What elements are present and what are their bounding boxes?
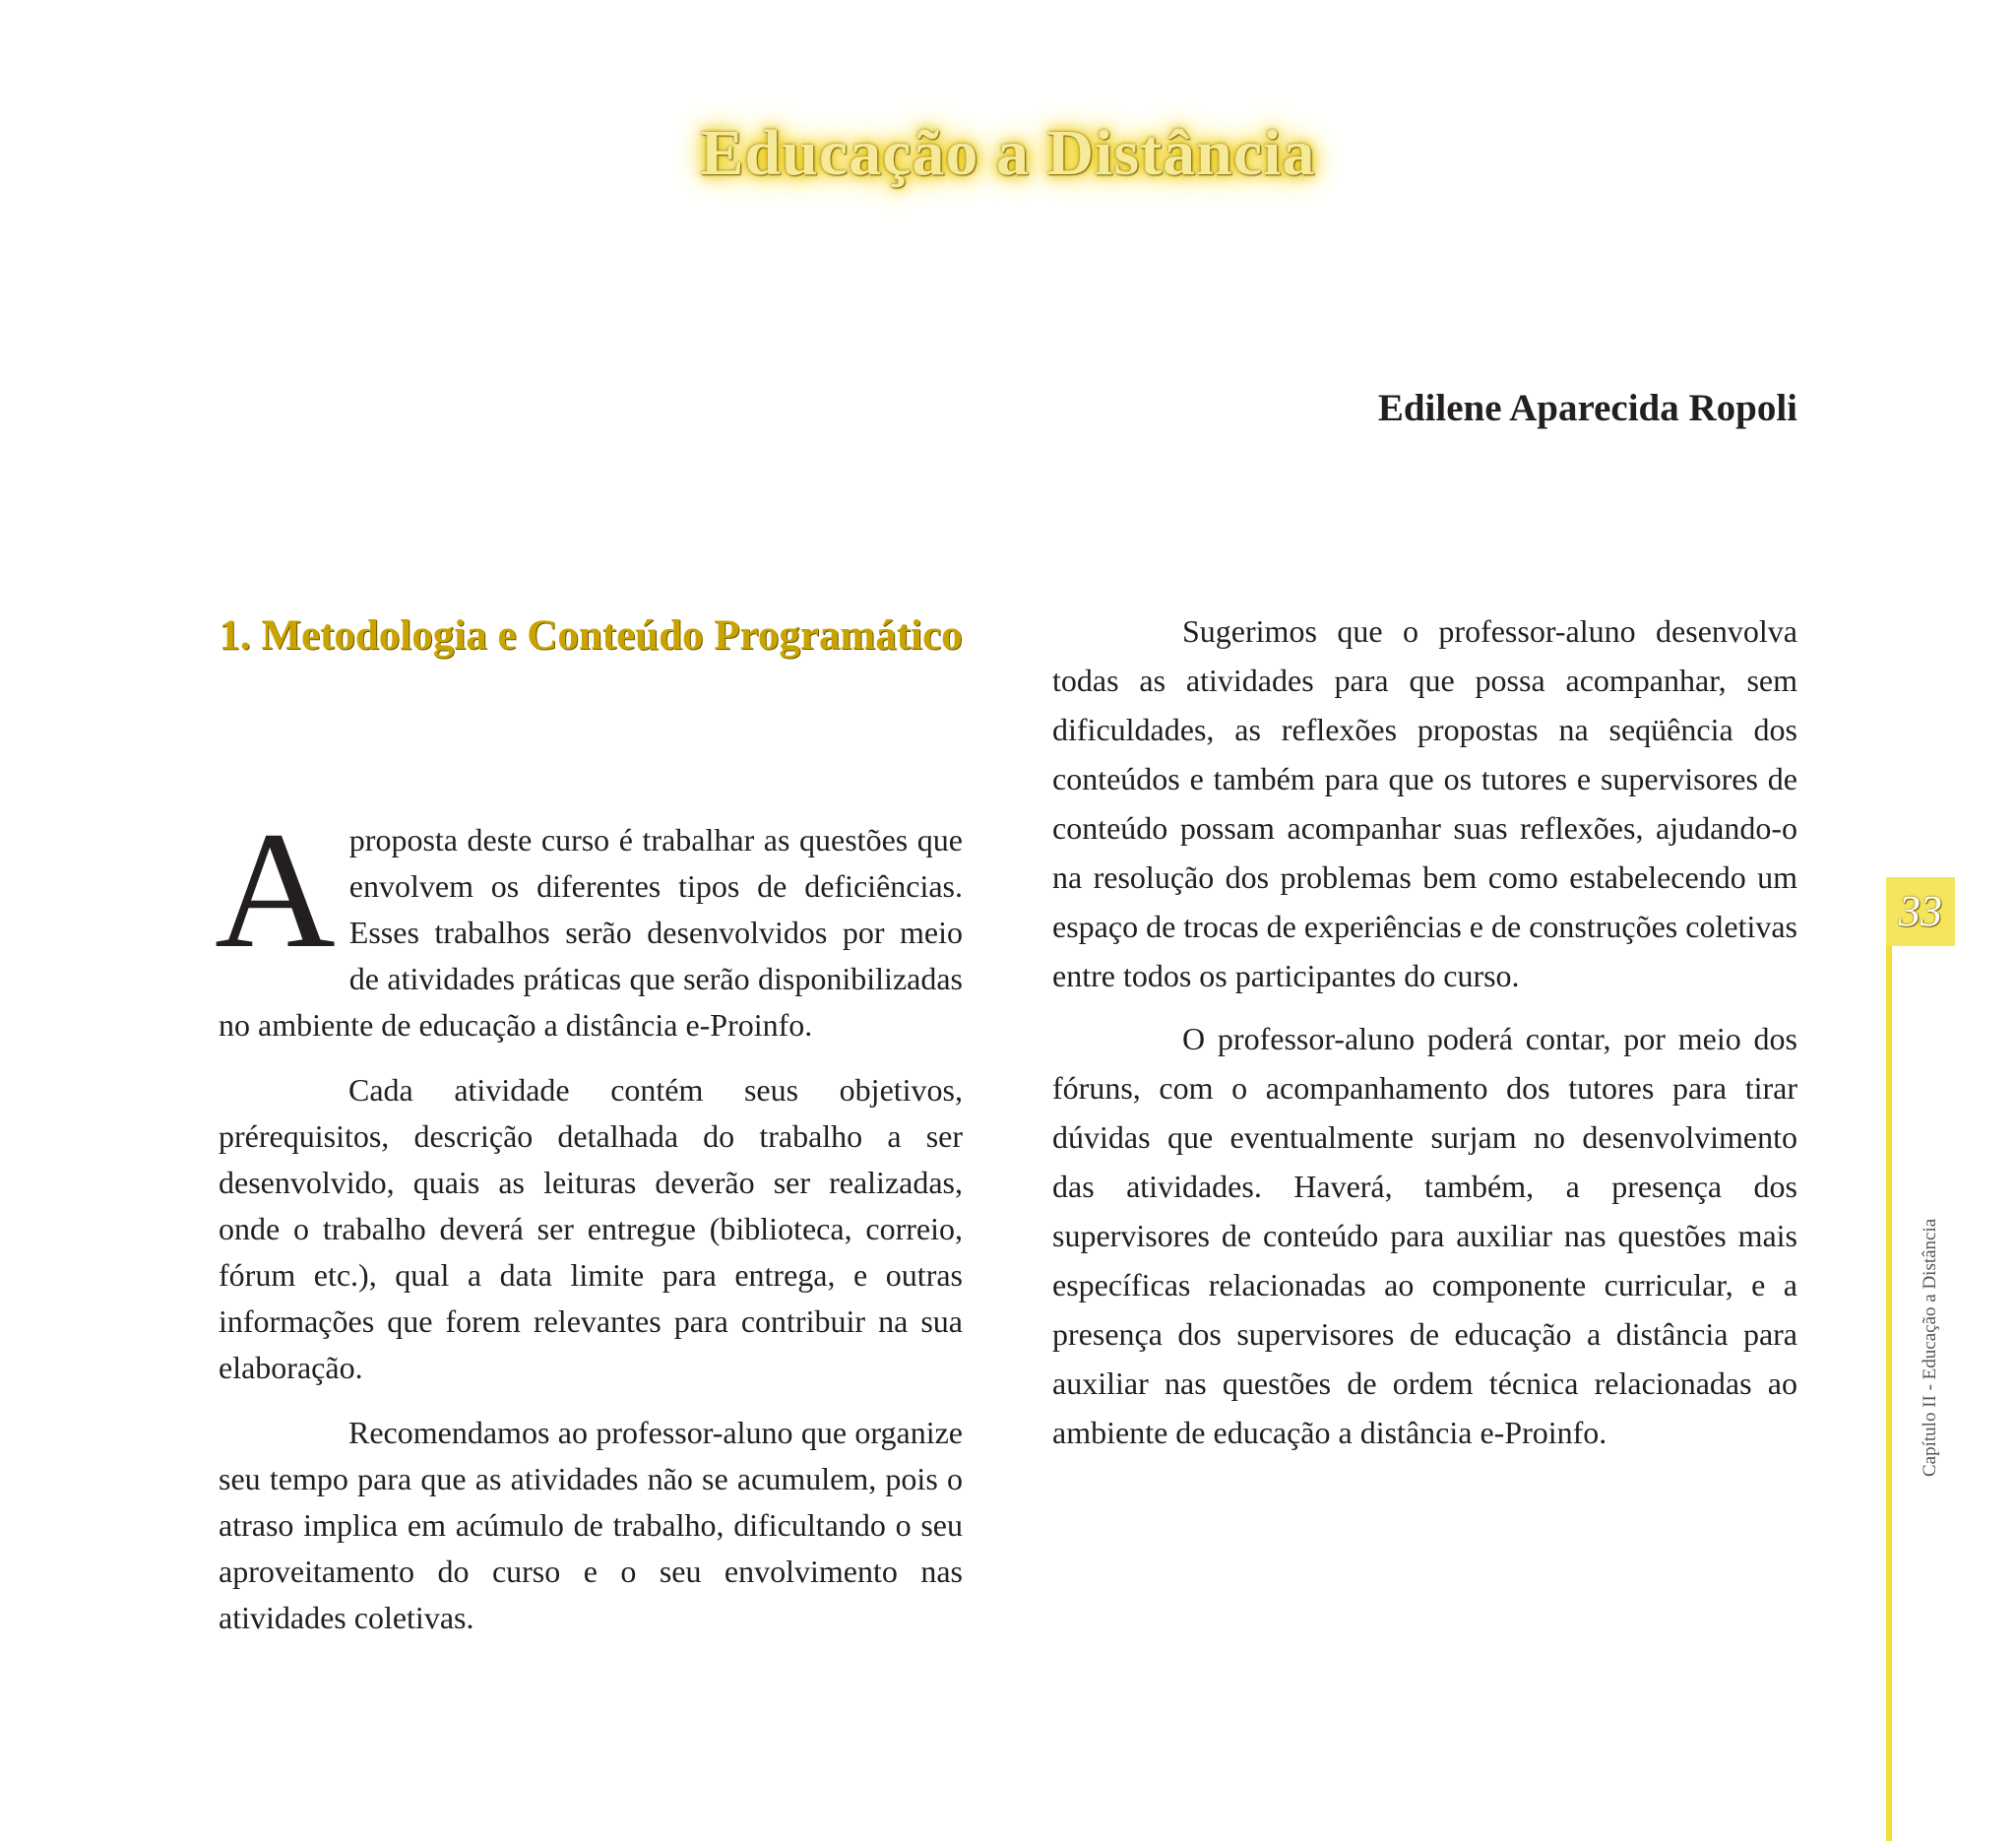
right-paragraph-1: Sugerimos que o professor-aluno desenvolva todas as atividades para que possa acompanhar, sem dificuldades, as reflexões propostas na seqüência dos conteúdos e também para que os tutores e supervisores de conteúdo possam acompanhar suas reflexões, ajudando-o na resolução dos problemas bem como estabelecendo um espaço de trocas de experiências e de construções coletivas entre todos os participantes do curso. bbox=[1052, 613, 1797, 993]
document-title: Educação a Distância bbox=[700, 117, 1316, 189]
left-column bbox=[215, 797, 963, 1641]
margin-rule bbox=[1886, 946, 1892, 1841]
running-head: Capítulo II - Educação a Distância bbox=[1920, 1218, 1940, 1477]
right-column bbox=[1052, 606, 1797, 1457]
page-number-tab: 33 bbox=[1886, 877, 1955, 946]
left-paragraph-2: Cada atividade contém seus objetivos, prérequisitos, descrição detalhada do trabalho a ser desenvolvido, quais as leituras deverão ser realizadas, onde o trabalho deverá ser entregue (biblioteca, correio, fórum etc.), qual a data limite para entrega, e outras informações que forem relevantes para contribuir na sua elaboração. bbox=[219, 1072, 963, 1385]
author-name: Edilene Aparecida Ropoli bbox=[1377, 387, 1797, 429]
left-paragraph-1-text: proposta deste curso é trabalhar as questões que envolvem os diferentes tipos de deficiências. Esses trabalhos serão desenvolvidos por meio de atividades práticas que serão disponibilizadas no ambiente de educação a distância e-Proinfo. bbox=[219, 822, 963, 1043]
right-paragraph-2: O professor-aluno poderá contar, por meio dos fóruns, com o acompanhamento dos tutores para tirar dúvidas que eventualmente surjam no desenvolvimento das atividades. Haverá, também, a presença dos supervisores de conteúdo para auxiliar nas questões mais específicas relacionadas ao componente curricular, e a presença dos supervisores de educação a distância para auxiliar nas questões de ordem técnica relacionadas ao ambiente de educação a distância e-Proinfo. bbox=[1052, 1021, 1797, 1450]
drop-cap: A bbox=[215, 797, 336, 983]
section-heading: 1. Metodologia e Conteúdo Programático bbox=[219, 612, 963, 659]
left-paragraph-3: Recomendamos ao professor-aluno que organize seu tempo para que as atividades não se acumulem, pois o atraso implica em acúmulo de trabalho, dificultando o seu aproveitamento do curso e o seu envolvimento nas atividades coletivas. bbox=[219, 1415, 963, 1635]
left-paragraph-1 bbox=[215, 797, 963, 1048]
